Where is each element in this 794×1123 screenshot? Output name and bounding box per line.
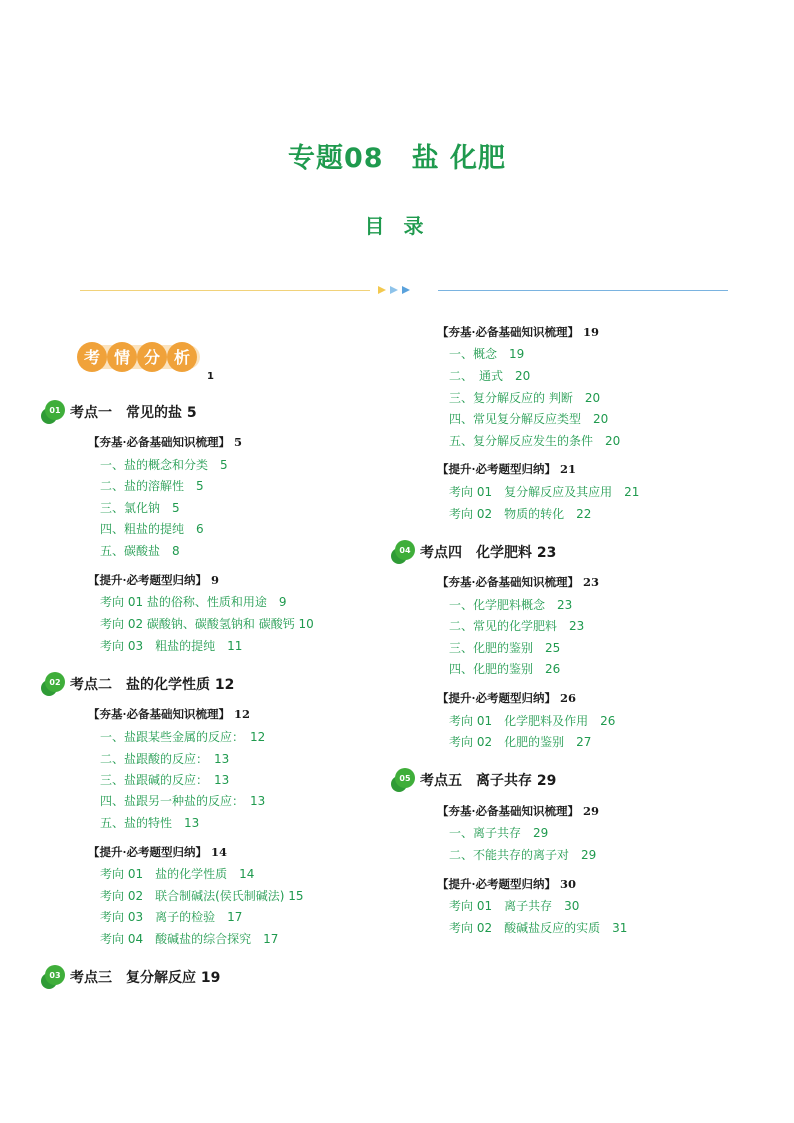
- kp-label: 考点三 复分解反应 19: [70, 970, 221, 986]
- section-foundation[interactable]: 【夯基·必备基础知识梳理】 5: [88, 435, 243, 449]
- kp-number-icon: [390, 539, 420, 565]
- toc-item[interactable]: 考向 01 化学肥料及作用 26: [449, 714, 616, 728]
- toc-item[interactable]: 考向 02 化肥的鉴别 27: [449, 735, 592, 749]
- toc-item[interactable]: 一、概念 19: [449, 347, 525, 361]
- toc-item[interactable]: 三、氯化钠 5: [100, 501, 180, 515]
- section-foundation[interactable]: 【夯基·必备基础知识梳理】 12: [88, 707, 251, 721]
- toc-item[interactable]: 四、盐跟另一种盐的反应： 13: [100, 794, 266, 808]
- toc-item[interactable]: 四、化肥的鉴别 26: [449, 662, 561, 676]
- kp-number-icon: [40, 399, 70, 425]
- toc-item[interactable]: 五、碳酸盐 8: [100, 544, 180, 558]
- badge-char: 分: [143, 348, 161, 367]
- toc-item[interactable]: 考向 03 离子的检验 17: [100, 910, 243, 924]
- kp-number-icon: [40, 964, 70, 990]
- toc-item[interactable]: 考向 04 酸碱盐的综合探究 17: [100, 932, 279, 946]
- toc-item[interactable]: 考向 02 酸碱盐反应的实质 31: [449, 921, 628, 935]
- toc-item[interactable]: 三、盐跟碱的反应： 13: [100, 773, 230, 787]
- toc-item[interactable]: 四、常见复分解反应类型 20: [449, 412, 609, 426]
- toc-item[interactable]: 考向 02 联合制碱法(侯氏制碱法) 15: [100, 889, 304, 903]
- toc-item[interactable]: 考向 01 盐的俗称、性质和用途 9: [100, 595, 287, 609]
- toc-item[interactable]: 一、化学肥料概念 23: [449, 598, 573, 612]
- kp-label: 考点五 离子共存 29: [420, 773, 557, 789]
- badge-char: 析: [173, 348, 191, 367]
- toc-item[interactable]: 二、 通式 20: [449, 369, 531, 383]
- kp-label: 考点四 化学肥料 23: [420, 545, 557, 561]
- toc-heading: 目 录: [364, 214, 430, 238]
- divider-line-left: [80, 290, 370, 291]
- exam-analysis-badge[interactable]: [74, 339, 204, 375]
- section-improvement[interactable]: 【提升·必考题型归纳】 30: [437, 877, 577, 891]
- svg-text:05: 05: [399, 774, 411, 783]
- toc-item[interactable]: 三、复分解反应的 判断 20: [449, 391, 601, 405]
- toc-item[interactable]: 考向 02 碳酸钠、碳酸氢钠和 碳酸钙 10: [100, 617, 314, 631]
- badge-char: 情: [113, 348, 131, 367]
- toc-item[interactable]: 四、粗盐的提纯 6: [100, 522, 204, 536]
- section-improvement[interactable]: 【提升·必考题型归纳】 14: [88, 845, 228, 859]
- toc-item[interactable]: 考向 02 物质的转化 22: [449, 507, 592, 521]
- toc-item[interactable]: 二、常见的化学肥料 23: [449, 619, 585, 633]
- kp-label: 考点二 盐的化学性质 12: [70, 677, 235, 693]
- badge-page-number: 1: [207, 371, 214, 382]
- toc-item[interactable]: 二、盐跟酸的反应： 13: [100, 752, 230, 766]
- kp-number-icon: [40, 671, 70, 697]
- section-improvement[interactable]: 【提升·必考题型归纳】 21: [437, 462, 577, 476]
- svg-text:01: 01: [49, 406, 61, 415]
- kp-label: 考点一 常见的盐 5: [70, 405, 197, 421]
- toc-item[interactable]: 一、盐跟某些金属的反应： 12: [100, 730, 266, 744]
- badge-bubbles-icon: [74, 339, 204, 375]
- toc-item[interactable]: 二、盐的溶解性 5: [100, 479, 204, 493]
- section-foundation[interactable]: 【夯基·必备基础知识梳理】 29: [437, 804, 600, 818]
- toc-item[interactable]: 一、盐的概念和分类 5: [100, 458, 228, 472]
- toc-item[interactable]: 五、复分解反应发生的条件 20: [449, 434, 621, 448]
- svg-text:03: 03: [49, 971, 61, 980]
- triple-arrow-icon: [378, 284, 422, 296]
- badge-char: 考: [83, 348, 101, 367]
- toc-item[interactable]: 二、不能共存的离子对 29: [449, 848, 597, 862]
- section-improvement[interactable]: 【提升·必考题型归纳】 26: [437, 691, 577, 705]
- section-improvement[interactable]: 【提升·必考题型归纳】 9: [88, 573, 220, 587]
- toc-item[interactable]: 考向 03 粗盐的提纯 11: [100, 639, 243, 653]
- svg-text:02: 02: [49, 678, 61, 687]
- svg-text:04: 04: [399, 546, 411, 555]
- toc-item[interactable]: 考向 01 复分解反应及其应用 21: [449, 485, 640, 499]
- toc-item[interactable]: 考向 01 盐的化学性质 14: [100, 867, 255, 881]
- toc-item[interactable]: 一、离子共存 29: [449, 826, 549, 840]
- toc-item[interactable]: 考向 01 离子共存 30: [449, 899, 580, 913]
- document-title: 专题08 盐 化肥: [288, 143, 506, 174]
- toc-item[interactable]: 三、化肥的鉴别 25: [449, 641, 561, 655]
- section-foundation[interactable]: 【夯基·必备基础知识梳理】 23: [437, 575, 600, 589]
- toc-item[interactable]: 五、盐的特性 13: [100, 816, 200, 830]
- divider-line-right: [438, 290, 728, 291]
- kp-number-icon: [390, 767, 420, 793]
- section-foundation[interactable]: 【夯基·必备基础知识梳理】 19: [437, 325, 600, 339]
